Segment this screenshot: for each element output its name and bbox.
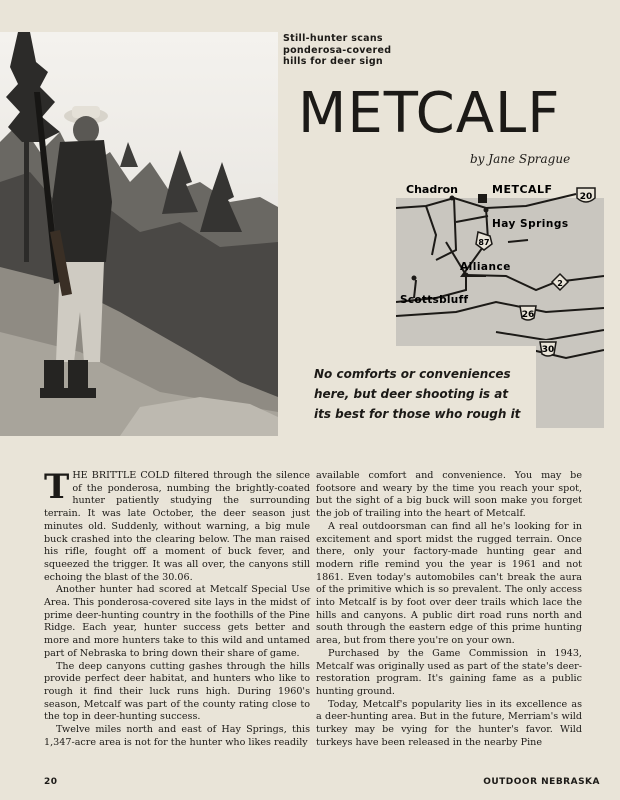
article-paragraph: The deep canyons cutting gashes through the hills provide perfect deer habitat, and hunters who like to rough it find their luck runs high. During 1960's season, Metcalf was part of the county rating close to the top in deer-hunting success. xyxy=(44,660,310,723)
map-label-hay-springs: Hay Springs xyxy=(492,218,569,230)
caption-line: Still-hunter scans xyxy=(283,33,383,44)
article-paragraph: available comfort and convenience. You may be footsore and weary by the time you reach your spot, but the sight of a big buck will soon make you forget the job of trailing into the heart of Metcalf. xyxy=(316,470,582,520)
caption-line: hills for deer sign xyxy=(283,56,383,67)
map-label-metcalf: METCALF xyxy=(492,183,553,196)
paragraph-text: HE BRITTLE COLD filtered through the silence of the ponderosa, numbing the brightly-coated hunter patiently studying the surrounding terrain. It was late October, the deer season just minutes old. Suddenly, without warning, a big mule buck crashed into the clearing below. The man raised his rifle, fought off a moment of buck fever, and squeezed the trigger. It was all over, the canyons still echoing the blast of the 30.06. xyxy=(44,470,310,583)
location-map-extension xyxy=(536,340,604,428)
article-paragraph: A real outdoorsman can find all he's looking for in excitement and sport midst the rugged terrain. Once there, only your factory-made hunting gear and modern rifle remind you the year is 1961 and not 1861. Even today's automobiles can't break the aura of the primitive which is so prevalent. The only access into Metcalf is by foot over deer trails which lace the hills and canyons. A public dirt road runs north and south through the eastern edge of this prime hunting area, but from there you're on your own. xyxy=(316,520,582,647)
page-number: 20 xyxy=(44,777,58,787)
map-label-scottsbluff: Scottsbluff xyxy=(400,294,469,306)
article-deck xyxy=(314,364,536,424)
deck-line: here, but deer shooting is at xyxy=(314,387,509,401)
article-paragraph: Today, Metcalf's popularity lies in its excellence as a deer-hunting area. But in the future, Merriam's wild turkey may be vying for the hunter's favor. Wild turkeys have been released in the nearby Pine xyxy=(316,698,582,748)
article-paragraph xyxy=(44,467,310,584)
metcalf-marker xyxy=(478,194,487,203)
photo-caption xyxy=(283,33,413,68)
article-paragraph: Purchased by the Game Commission in 1943, Metcalf was originally used as part of the state's deer-restoration program. It's gaining fame as a public hunting ground. xyxy=(316,647,582,697)
article-column-2 xyxy=(316,470,582,749)
hunter-photo xyxy=(0,32,278,436)
drop-cap: T xyxy=(44,467,70,507)
route-shield-87: 87 xyxy=(478,238,490,247)
route-shield-2: 2 xyxy=(557,279,563,288)
route-shield-26: 26 xyxy=(521,310,535,320)
article-paragraph: Another hunter had scored at Metcalf Special Use Area. This ponderosa-covered site lays in the midst of prime deer-hunting country in the foothills of the Pine Ridge. Each year, hunter success gets better and more and more hunters take to this wild and untamed part of Nebraska to bring down their share of game. xyxy=(44,584,310,659)
caption-line: ponderosa-covered xyxy=(283,44,392,56)
magazine-name: OUTDOOR NEBRASKA xyxy=(483,777,600,787)
map-label-chadron: Chadron xyxy=(406,183,459,196)
deck-line: No comforts or conveniences xyxy=(314,367,511,381)
route-shield-30: 30 xyxy=(541,345,555,355)
byline: by Jane Sprague xyxy=(470,152,571,166)
article-paragraph: Twelve miles north and east of Hay Springs, this 1,347-acre area is not for the hunter who likes readily xyxy=(44,724,310,748)
deck-line: its best for those who rough it xyxy=(314,407,521,421)
route-shield-20: 20 xyxy=(579,192,593,202)
location-map xyxy=(396,180,604,346)
article-column-1 xyxy=(44,467,310,749)
article-title: METCALF xyxy=(298,81,561,146)
map-label-alliance: Alliance xyxy=(460,261,511,273)
